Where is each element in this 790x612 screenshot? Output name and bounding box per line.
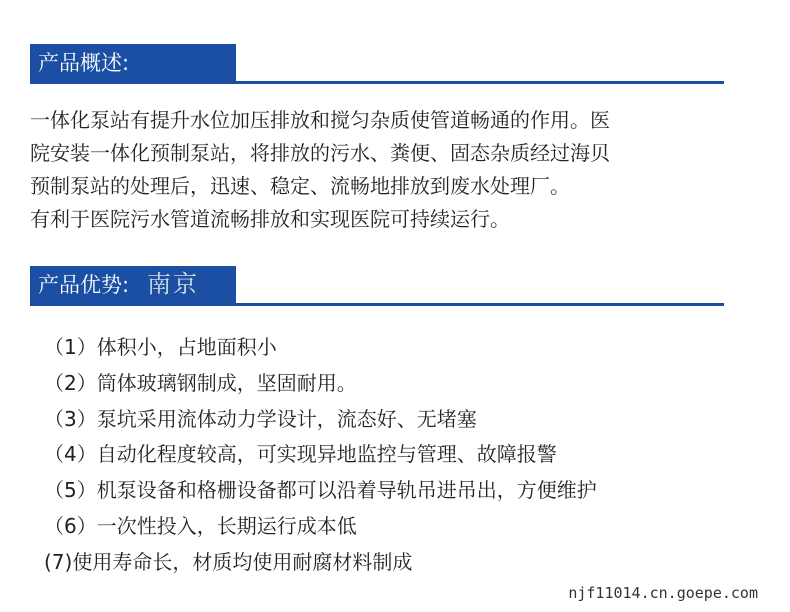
advantage-item: （2）筒体玻璃钢制成，坚固耐用。 (44, 370, 357, 395)
advantage-item: （5）机泵设备和格栅设备都可以沿着导轨吊进吊出，方便维护 (44, 478, 597, 503)
overview-line: 有利于医院污水管道流畅排放和实现医院可持续运行。 (30, 207, 510, 231)
advantage-item: （3）泵坑采用流体动力学设计，流态好、无堵塞 (44, 406, 477, 431)
overview-line: 院安装一体化预制泵站，将排放的污水、粪便、固态杂质经过海贝 (30, 141, 610, 165)
advantages-list (44, 330, 597, 581)
watermark-text: 南京 (147, 270, 199, 298)
advantages-divider (30, 303, 724, 306)
footer-url: njf11014.cn.goepe.com (568, 584, 758, 602)
overview-title-tab (30, 44, 236, 82)
overview-line: 一体化泵站有提升水位加压排放和搅匀杂质使管道畅通的作用。医 (30, 108, 610, 132)
advantage-item: （1）体积小，占地面积小 (44, 335, 277, 359)
advantages-title: 产品优势: (38, 273, 130, 297)
overview-divider (30, 81, 724, 84)
advantage-item: (7)使用寿命长，材质均使用耐腐材料制成 (44, 549, 413, 574)
overview-text (30, 104, 760, 236)
overview-line: 预制泵站的处理后，迅速、稳定、流畅地排放到废水处理厂。 (30, 174, 570, 198)
advantages-title-tab (30, 266, 236, 304)
overview-title: 产品概述: (38, 51, 130, 75)
overview-section-header (30, 44, 724, 84)
advantage-item: （4）自动化程度较高，可实现异地监控与管理、故障报警 (44, 442, 557, 467)
advantages-section-header (30, 266, 724, 306)
advantage-item: （6）一次性投入，长期运行成本低 (44, 513, 357, 538)
